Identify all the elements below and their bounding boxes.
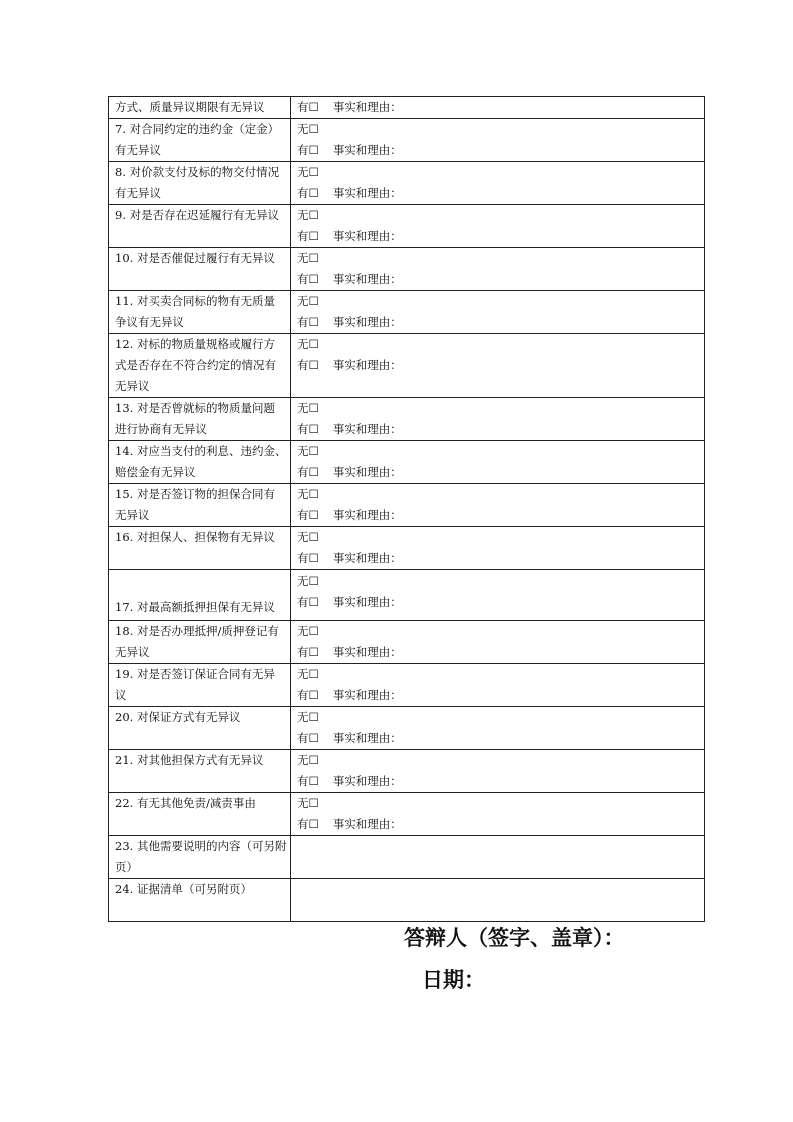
none-checkbox[interactable]: 无☐ xyxy=(297,294,319,308)
has-checkbox[interactable]: 有☐ xyxy=(297,186,319,200)
item-label: 8. 对价款支付及标的物交付情况 xyxy=(115,165,280,179)
answer-cell-empty[interactable] xyxy=(291,836,705,879)
answer-cell xyxy=(291,750,705,793)
has-checkbox[interactable]: 有☐ xyxy=(297,551,319,565)
respondent-signature-label: 答辩人（签字、盖章）： xyxy=(404,925,625,950)
item-label: 18. 对是否办理抵押/质押登记有 xyxy=(115,624,279,638)
answer-cell xyxy=(291,441,705,484)
item-label-cell xyxy=(109,248,291,291)
item-label-cell xyxy=(109,707,291,750)
item-label: 14. 对应当支付的利息、违约金、 xyxy=(115,444,287,458)
table-row xyxy=(109,291,705,334)
item-label-cell xyxy=(109,205,291,248)
defense-form-table xyxy=(108,96,705,922)
date-label: 日期： xyxy=(422,967,485,992)
answer-cell xyxy=(291,334,705,398)
item-label-cell: 11. 对买卖合同标的物有无质量 争议有无异议 xyxy=(109,291,291,334)
item-label: 15. 对是否签订物的担保合同有 xyxy=(115,487,275,501)
item-label: 19. 对是否签订保证合同有无异 xyxy=(115,667,275,681)
fact-reason-label: 事实和理由： xyxy=(332,817,402,831)
item-label: 方式、质量异议期限有无异议 xyxy=(115,100,265,114)
item-label-cell: 18. 对是否办理抵押/质押登记有 无异议 xyxy=(109,621,291,664)
fact-reason-label: 事实和理由： xyxy=(332,272,402,286)
none-checkbox[interactable]: 无☐ xyxy=(297,710,319,724)
fact-reason-label: 事实和理由： xyxy=(332,100,402,114)
table-row xyxy=(109,484,705,527)
item-label-cell: 8. 对价款支付及标的物交付情况 有无异议 xyxy=(109,162,291,205)
none-checkbox[interactable]: 无☐ xyxy=(297,337,319,351)
item-label: 16. 对担保人、担保物有无异议 xyxy=(115,530,275,544)
has-checkbox[interactable]: 有☐ xyxy=(297,595,319,609)
answer-cell xyxy=(291,707,705,750)
none-checkbox[interactable]: 无☐ xyxy=(297,487,319,501)
answer-cell xyxy=(291,484,705,527)
none-checkbox[interactable]: 无☐ xyxy=(297,444,319,458)
none-checkbox[interactable]: 无☐ xyxy=(297,667,319,681)
answer-cell-empty[interactable] xyxy=(291,879,705,922)
answer-cell xyxy=(291,162,705,205)
item-label: 13. 对是否曾就标的物质量问题 xyxy=(115,401,275,415)
answer-cell xyxy=(291,248,705,291)
none-checkbox[interactable]: 无☐ xyxy=(297,401,319,415)
table-row xyxy=(109,334,705,398)
table-row xyxy=(109,836,705,879)
table-row xyxy=(109,248,705,291)
has-checkbox[interactable]: 有☐ xyxy=(297,272,319,286)
none-checkbox[interactable]: 无☐ xyxy=(297,753,319,767)
has-checkbox[interactable]: 有☐ xyxy=(297,645,319,659)
fact-reason-label: 事实和理由： xyxy=(332,422,402,436)
fact-reason-label: 事实和理由： xyxy=(332,229,402,243)
none-checkbox[interactable]: 无☐ xyxy=(297,624,319,638)
table-row xyxy=(109,664,705,707)
fact-reason-label: 事实和理由： xyxy=(332,315,402,329)
item-label: 21. 对其他担保方式有无异议 xyxy=(115,753,264,767)
item-label: 12. 对标的物质量规格或履行方 xyxy=(115,337,275,351)
item-label-cell: 15. 对是否签订物的担保合同有 无异议 xyxy=(109,484,291,527)
table-row xyxy=(109,793,705,836)
fact-reason-label: 事实和理由： xyxy=(332,645,402,659)
fact-reason-label: 事实和理由： xyxy=(332,508,402,522)
has-checkbox[interactable]: 有☐ xyxy=(297,358,319,372)
item-label-cell xyxy=(109,97,291,119)
table-row xyxy=(109,205,705,248)
item-label-cell: 7. 对合同约定的违约金（定金） 有无异议 xyxy=(109,119,291,162)
fact-reason-label: 事实和理由： xyxy=(332,551,402,565)
answer-cell xyxy=(291,398,705,441)
item-label: 17. 对最高额抵押担保有无异议 xyxy=(115,600,275,614)
item-label: 22. 有无其他免责/减责事由 xyxy=(115,796,256,810)
table-row xyxy=(109,621,705,664)
none-checkbox[interactable]: 无☐ xyxy=(297,574,319,588)
answer-cell xyxy=(291,793,705,836)
none-checkbox[interactable]: 无☐ xyxy=(297,251,319,265)
fact-reason-label: 事实和理由： xyxy=(332,358,402,372)
none-checkbox[interactable]: 无☐ xyxy=(297,122,319,136)
item-label-cell xyxy=(109,879,291,922)
item-label-cell: 23. 其他需要说明的内容（可另附 页） xyxy=(109,836,291,879)
item-label: 9. 对是否存在迟延履行有无异议 xyxy=(115,208,280,222)
table-row xyxy=(109,162,705,205)
fact-reason-label: 事实和理由： xyxy=(332,774,402,788)
item-label-cell: 14. 对应当支付的利息、违约金、 赔偿金有无异议 xyxy=(109,441,291,484)
item-label-cell xyxy=(109,750,291,793)
answer-cell xyxy=(291,97,705,119)
has-checkbox[interactable]: 有☐ xyxy=(297,422,319,436)
item-label: 20. 对保证方式有无异议 xyxy=(115,710,241,724)
item-label: 10. 对是否催促过履行有无异议 xyxy=(115,251,275,265)
item-label-cell: 19. 对是否签订保证合同有无异 议 xyxy=(109,664,291,707)
has-checkbox[interactable]: 有☐ xyxy=(297,315,319,329)
item-label: 24. 证据清单（可另附页） xyxy=(115,882,252,896)
fact-reason-label: 事实和理由： xyxy=(332,465,402,479)
table-row xyxy=(109,441,705,484)
has-checkbox[interactable]: 有☐ xyxy=(297,508,319,522)
has-checkbox[interactable]: 有☐ xyxy=(297,100,319,114)
table-row xyxy=(109,398,705,441)
fact-reason-label: 事实和理由： xyxy=(332,143,402,157)
has-checkbox[interactable]: 有☐ xyxy=(297,731,319,745)
table-row xyxy=(109,527,705,570)
answer-cell xyxy=(291,527,705,570)
answer-cell xyxy=(291,291,705,334)
fact-reason-label: 事实和理由： xyxy=(332,186,402,200)
item-label: 23. 其他需要说明的内容（可另附 xyxy=(115,839,287,853)
fact-reason-label: 事实和理由： xyxy=(332,688,402,702)
table-row xyxy=(109,119,705,162)
table-row xyxy=(109,707,705,750)
item-label-cell: 12. 对标的物质量规格或履行方 式是否存在不符合约定的情况有 无异议 xyxy=(109,334,291,398)
has-checkbox[interactable]: 有☐ xyxy=(297,688,319,702)
none-checkbox[interactable]: 无☐ xyxy=(297,530,319,544)
item-label-cell xyxy=(109,527,291,570)
has-checkbox[interactable]: 有☐ xyxy=(297,143,319,157)
none-checkbox[interactable]: 无☐ xyxy=(297,208,319,222)
answer-cell xyxy=(291,621,705,664)
has-checkbox[interactable]: 有☐ xyxy=(297,229,319,243)
has-checkbox[interactable]: 有☐ xyxy=(297,817,319,831)
item-label: 11. 对买卖合同标的物有无质量 xyxy=(115,294,275,308)
fact-reason-label: 事实和理由： xyxy=(332,595,402,609)
none-checkbox[interactable]: 无☐ xyxy=(297,165,319,179)
item-label: 7. 对合同约定的违约金（定金） xyxy=(115,122,280,136)
table-row xyxy=(109,570,705,621)
table-row xyxy=(109,879,705,922)
none-checkbox[interactable]: 无☐ xyxy=(297,796,319,810)
answer-cell xyxy=(291,570,705,621)
answer-cell xyxy=(291,664,705,707)
has-checkbox[interactable]: 有☐ xyxy=(297,465,319,479)
item-label-cell xyxy=(109,793,291,836)
item-label-cell: 13. 对是否曾就标的物质量问题 进行协商有无异议 xyxy=(109,398,291,441)
item-label-cell xyxy=(109,570,291,621)
table-row xyxy=(109,97,705,119)
fact-reason-label: 事实和理由： xyxy=(332,731,402,745)
answer-cell xyxy=(291,205,705,248)
answer-cell xyxy=(291,119,705,162)
has-checkbox[interactable]: 有☐ xyxy=(297,774,319,788)
table-row xyxy=(109,750,705,793)
